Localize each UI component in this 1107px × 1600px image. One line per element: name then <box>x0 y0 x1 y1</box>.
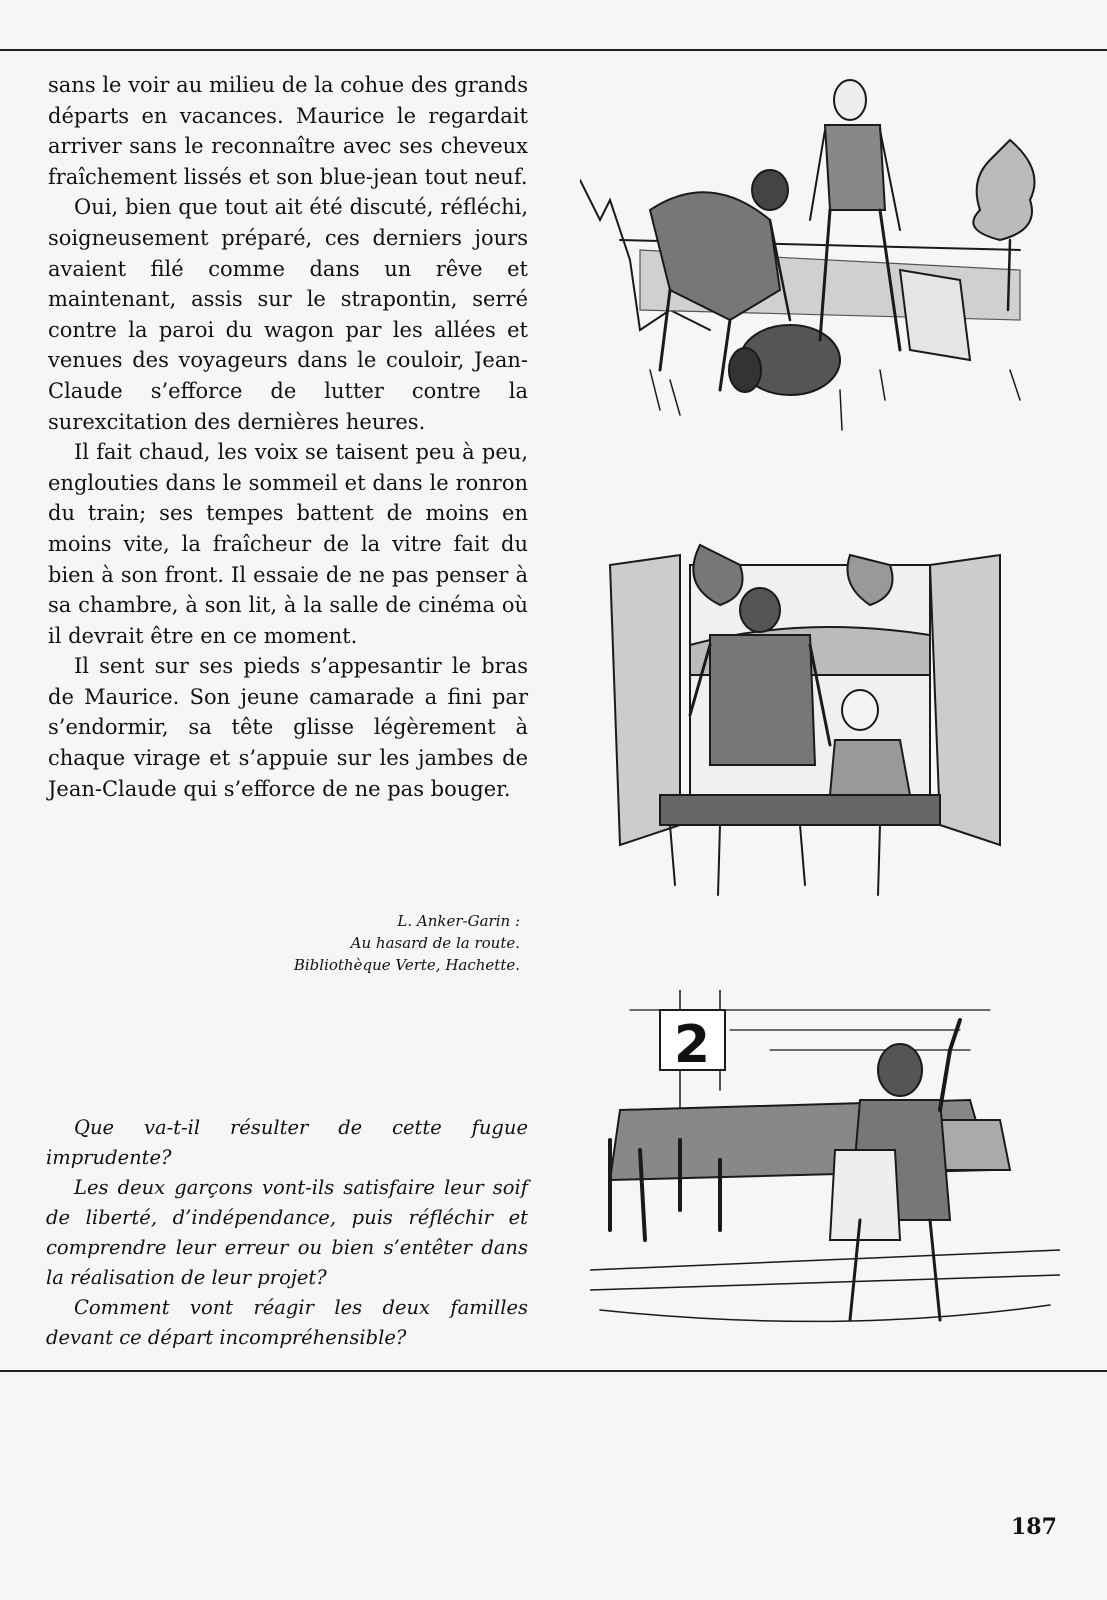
page-number: 187 <box>1011 1514 1057 1540</box>
citation-title: Au hasard de la route. <box>350 934 520 952</box>
question-3: Comment vont réagir les deux familles devant ce départ incompréhensible? <box>46 1296 528 1349</box>
citation-publisher: Bibliothèque Verte, Hachette. <box>293 956 520 974</box>
illustration-boys-packing <box>580 70 1060 450</box>
paragraph-1: sans le voir au milieu de la cohue des grands départs en vacances. Maurice le regardait arriver sans le reconnaître avec ses cheveux fraîchement lissés et son blue-jean tout neuf. <box>48 73 528 189</box>
question-2: Les deux garçons vont-ils satisfaire leur soif de liberté, d’indépendance, puis réfléchir et comprendre leur erreur ou bien s’entêter dans la réalisation de leur projet? <box>46 1176 528 1289</box>
main-text-column <box>48 70 528 804</box>
citation-author: L. Anker-Garin : <box>397 912 520 930</box>
platform-sign-number: 2 <box>673 1015 711 1075</box>
top-rule <box>0 49 1107 51</box>
paragraph-3: Il fait chaud, les voix se taisent peu à peu, englouties dans le sommeil et dans le ronron du train; ses tempes battent de moins en moins vite, la fraîcheur de la vitre fait du bien à son front. Il essaie de ne pas penser à sa chambre, à son lit, à la salle de cinéma où il devrait être en ce moment. <box>48 440 528 648</box>
question-1: Que va-t-il résulter de cette fugue imprudente? <box>46 1116 528 1169</box>
paragraph-2: Oui, bien que tout ait été discuté, réfléchi, soigneusement préparé, ces derniers jours avaient filé comme dans un rêve et maintenant, assis sur le strapontin, serré contre la paroi du wagon par les allées et venues des voyageurs dans le couloir, Jean-Claude s’efforce de lutter contre la surexcitation des dernières heures. <box>48 195 528 434</box>
illustration-train-window <box>600 525 1060 915</box>
source-citation <box>220 910 520 976</box>
illustration-station-platform <box>590 990 1060 1350</box>
discussion-questions <box>46 1113 528 1353</box>
bottom-rule <box>0 1370 1107 1372</box>
paragraph-4: Il sent sur ses pieds s’appesantir le bras de Maurice. Son jeune camarade a fini par s’endormir, sa tête glisse légèrement à chaque virage et s’appuie sur les jambes de Jean-Claude qui s’efforce de ne pas bouger. <box>48 654 528 801</box>
